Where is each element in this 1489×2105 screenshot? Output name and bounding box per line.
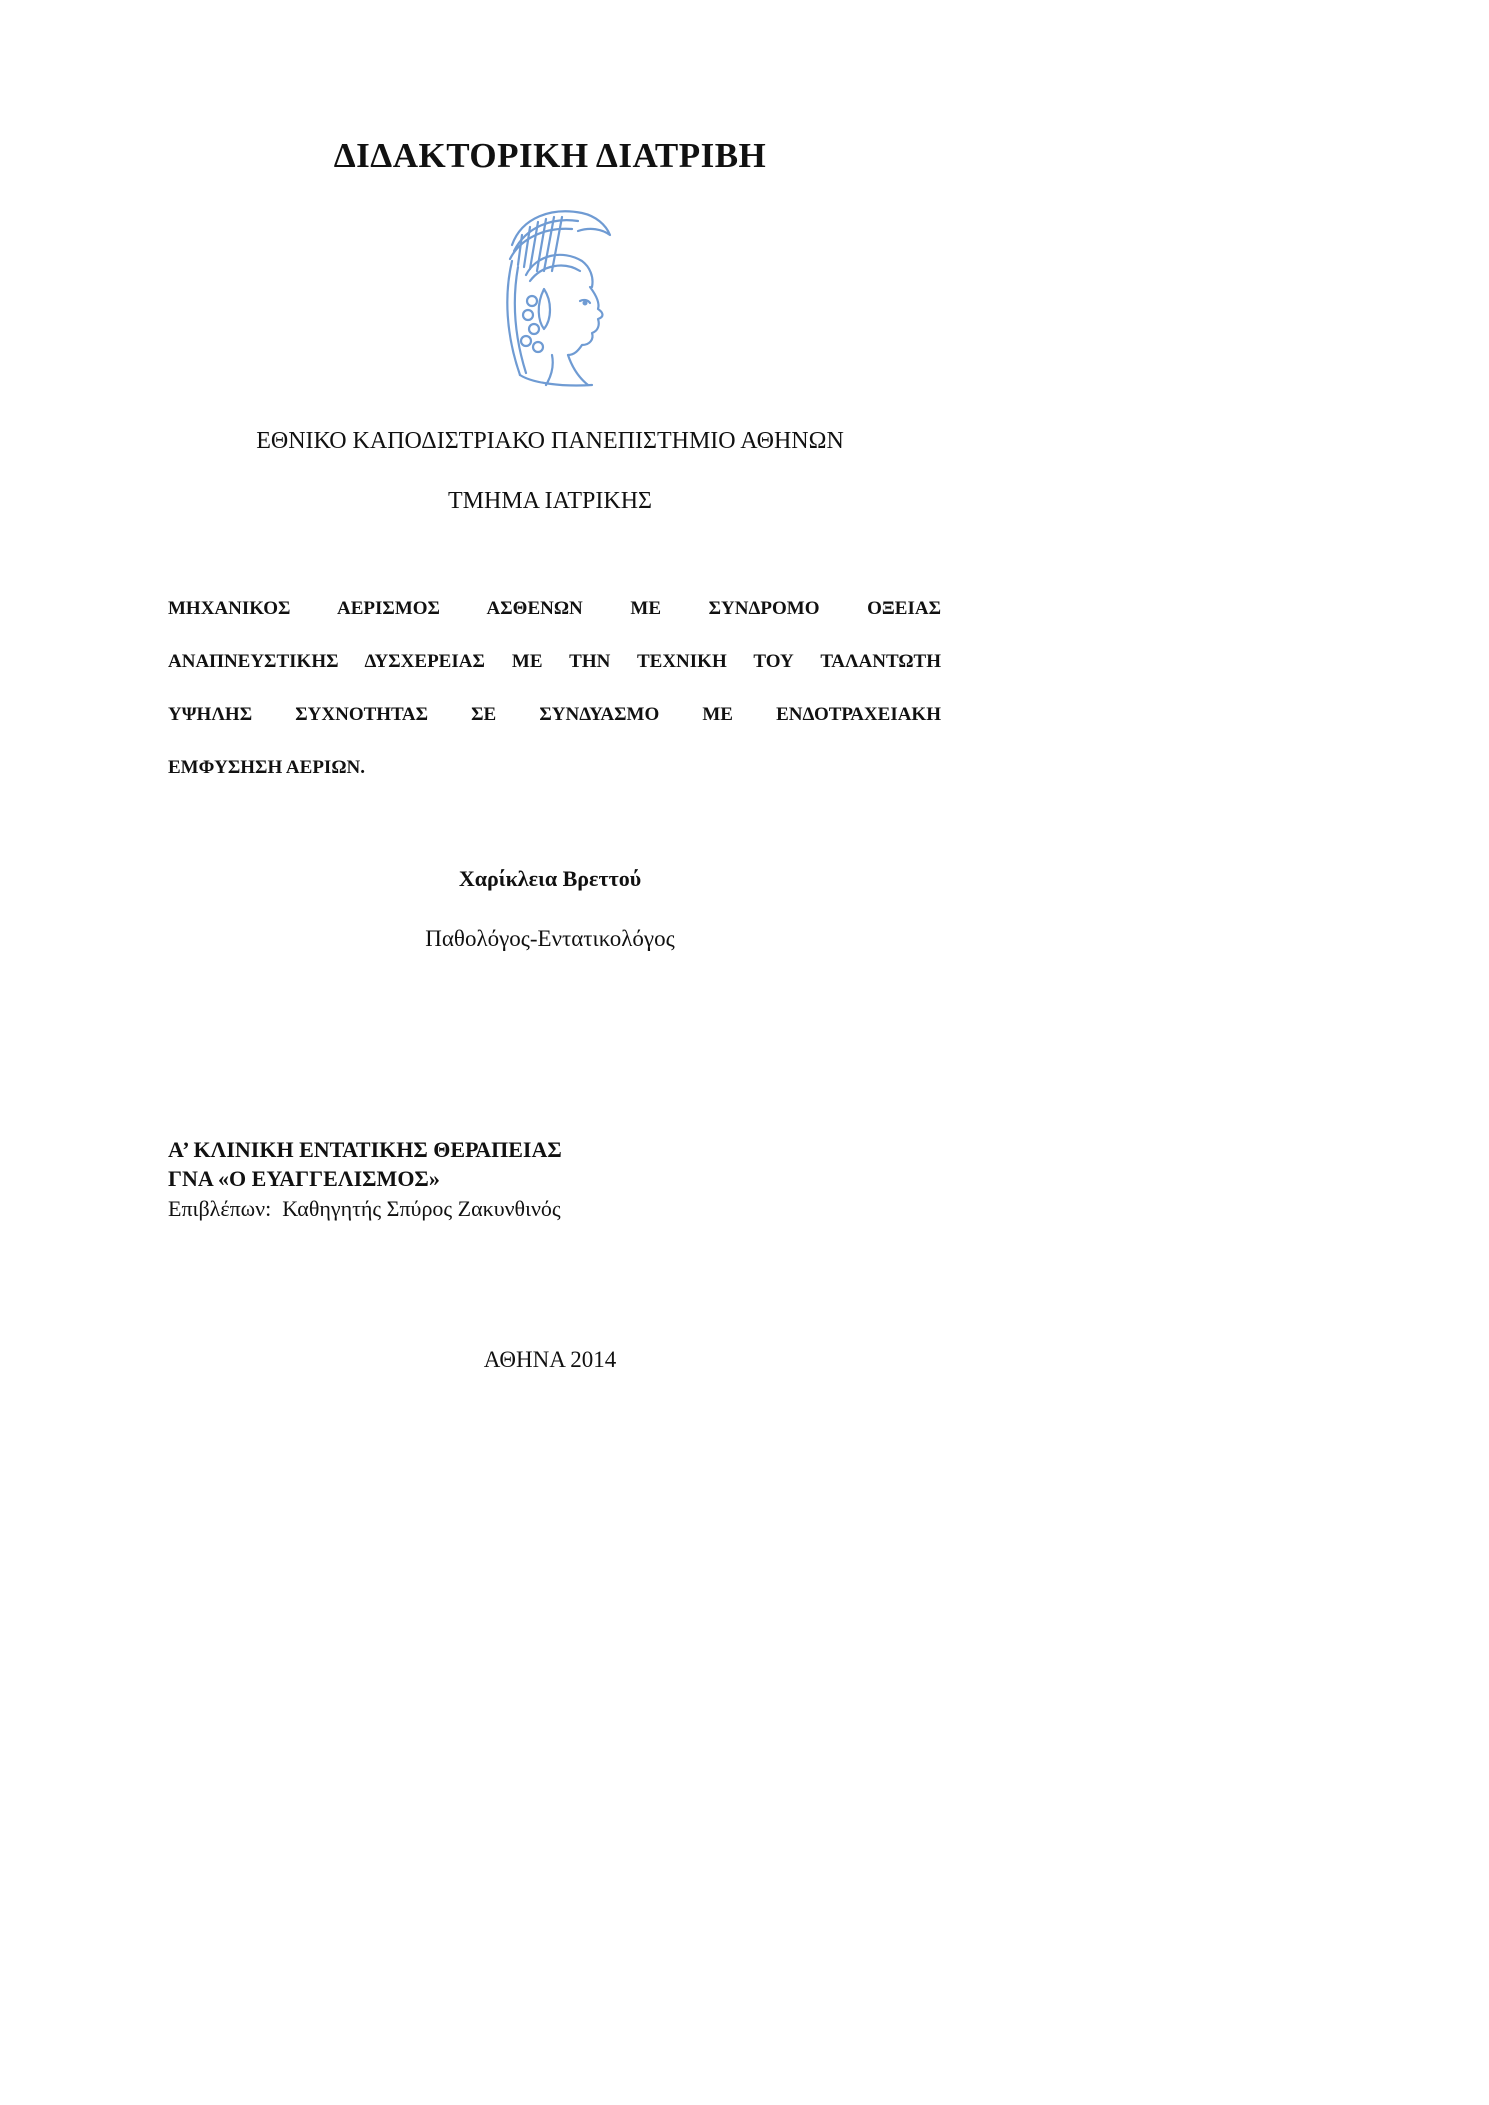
place-and-year: ΑΘΗΝΑ 2014 [483,1347,617,1372]
thesis-title-line-2: ΑΝΑΠΝΕΥΣΤΙΚΗΣ ΔΥΣΧΕΡΕΙΑΣ ΜΕ ΤΗΝ ΤΕΧΝΙΚΗ ΤΟΥ ΤΑΛΑΝΤΩΤΗ [168,651,941,672]
clinic-name: Α’ ΚΛΙΝΙΚΗ ΕΝΤΑΤΙΚΗΣ ΘΕΡΑΠΕΙΑΣ [168,1137,562,1162]
university-name: ΕΘΝΙΚΟ ΚΑΠΟΔΙΣΤΡΙΑΚΟ ΠΑΝΕΠΙΣΤΗΜΙΟ ΑΘΗΝΩΝ [256,428,844,454]
thesis-title-line-3: ΥΨΗΛΗΣ ΣΥΧΝΟΤΗΤΑΣ ΣΕ ΣΥΝΔΥΑΣΜΟ ΜΕ ΕΝΔΟΤΡΑΧΕΙΑΚΗ [168,704,941,725]
document-type-heading: ΔΙΔΑΚΤΟΡΙΚΗ ΔΙΑΤΡΙΒΗ [333,136,767,175]
thesis-title-line-4: ΕΜΦΥΣΗΣΗ ΑΕΡΙΩΝ. [168,757,366,778]
author-name: Χαρίκλεια Βρεττού [458,866,642,891]
thesis-title-line-1: ΜΗΧΑΝΙΚΟΣ ΑΕΡΙΣΜΟΣ ΑΣΘΕΝΩΝ ΜΕ ΣΥΝΔΡΟΜΟ ΟΞΕΙΑΣ [168,598,941,619]
athena-head-seal-icon [492,205,617,390]
supervisor-label: Επιβλέπων: [168,1196,272,1221]
author-specialty: Παθολόγος-Εντατικολόγος [425,926,675,951]
supervisor-name: Καθηγητής Σπύρος Ζακυνθινός [282,1196,561,1221]
supervisor-line [168,1196,561,1222]
hospital-name: ΓΝΑ «Ο ΕΥΑΓΓΕΛΙΣΜΟΣ» [168,1166,440,1191]
department-name: ΤΜΗΜΑ ΙΑΤΡΙΚΗΣ [448,488,652,514]
